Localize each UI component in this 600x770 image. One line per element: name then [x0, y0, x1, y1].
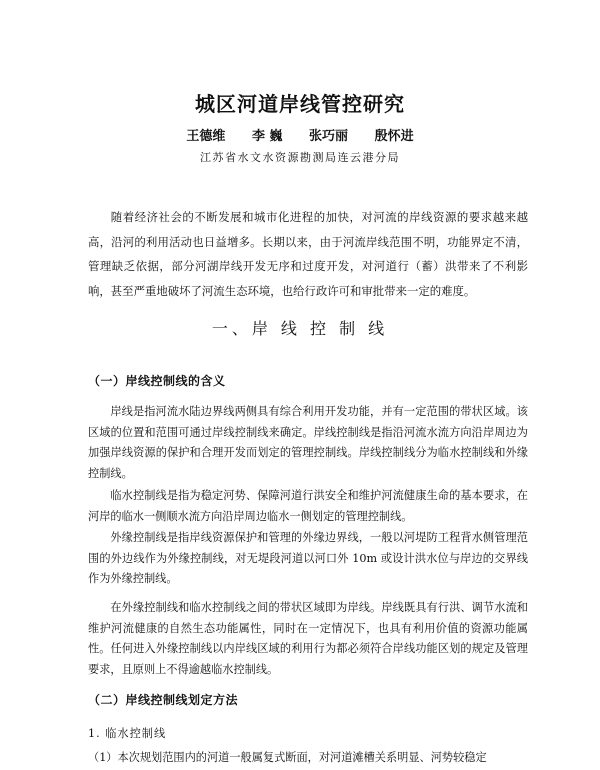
- author-name: 李 巍: [251, 129, 283, 144]
- affiliation: 江苏省水文水资源勘测局连云港分局: [200, 151, 400, 164]
- author-name: 张巧丽: [309, 129, 349, 144]
- author-name: 殷怀进: [374, 129, 414, 144]
- abstract-paragraph: 随着经济社会的不断发展和城市化进程的加快，对河流的岸线资源的要求越来越高，沿河的利用活动也日益增多。长期以来，由于河流岸线范围不明，功能界定不清，管理缺乏依据，部分河湖岸线开发无序和过度开发，对河道行（蓄）洪带来了不利影响，甚至严重地破坏了河流生态环境，也给行政许可和审批带来一定的难度。: [88, 210, 528, 298]
- body-paragraph: 岸线是指河流水陆边界线两侧具有综合利用开发功能，并有一定范围的带状区域。该区域的位置和范围可通过岸线控制线来确定。岸线控制线是指沿河流水流方向沿岸周边为加强岸线资源的保护和合理开发而划定的管理控制线。岸线控制线分为临水控制线和外缘控制线。: [88, 405, 528, 480]
- author-list: [0, 125, 600, 144]
- paper-title: 城区河道岸线管控研究: [195, 92, 405, 116]
- author-name: 王德维: [186, 129, 226, 144]
- section-heading: 一、岸 线 控 制 线: [211, 319, 389, 338]
- subsection-heading: （一）岸线控制线的含义: [88, 374, 226, 388]
- body-paragraph: 在外缘控制线和临水控制线之间的带状区域即为岸线。岸线既具有行洪、调节水流和维护河流健康的自然生态功能属性，同时在一定情况下，也具有利用价值的资源功能属性。任何进入外缘控制线以内岸线区域的利用行为都必须符合岸线功能区划的规定及管理要求，且原则上不得逾越临水控制线。: [88, 601, 528, 676]
- body-paragraph: 外缘控制线是指岸线资源保护和管理的外缘边界线，一般以河堤防工程背水侧管理范围的外边线作为外缘控制线，对无堤段河道以河口外 10m 或设计洪水位与岸边的交界线作为外缘控制线。: [88, 531, 528, 585]
- body-paragraph: 临水控制线是指为稳定河势、保障河道行洪安全和维护河流健康生命的基本要求，在河岸的临水一侧顺水流方向沿岸周边临水一侧划定的管理控制线。: [88, 489, 528, 523]
- subsection-heading: （二）岸线控制线划定方法: [88, 693, 239, 707]
- body-paragraph-start: （1）本次规划范围内的河道一般属复式断面，对河道滩槽关系明显、河势较稳定: [88, 751, 487, 764]
- list-item-heading: 1. 临水控制线: [88, 727, 167, 740]
